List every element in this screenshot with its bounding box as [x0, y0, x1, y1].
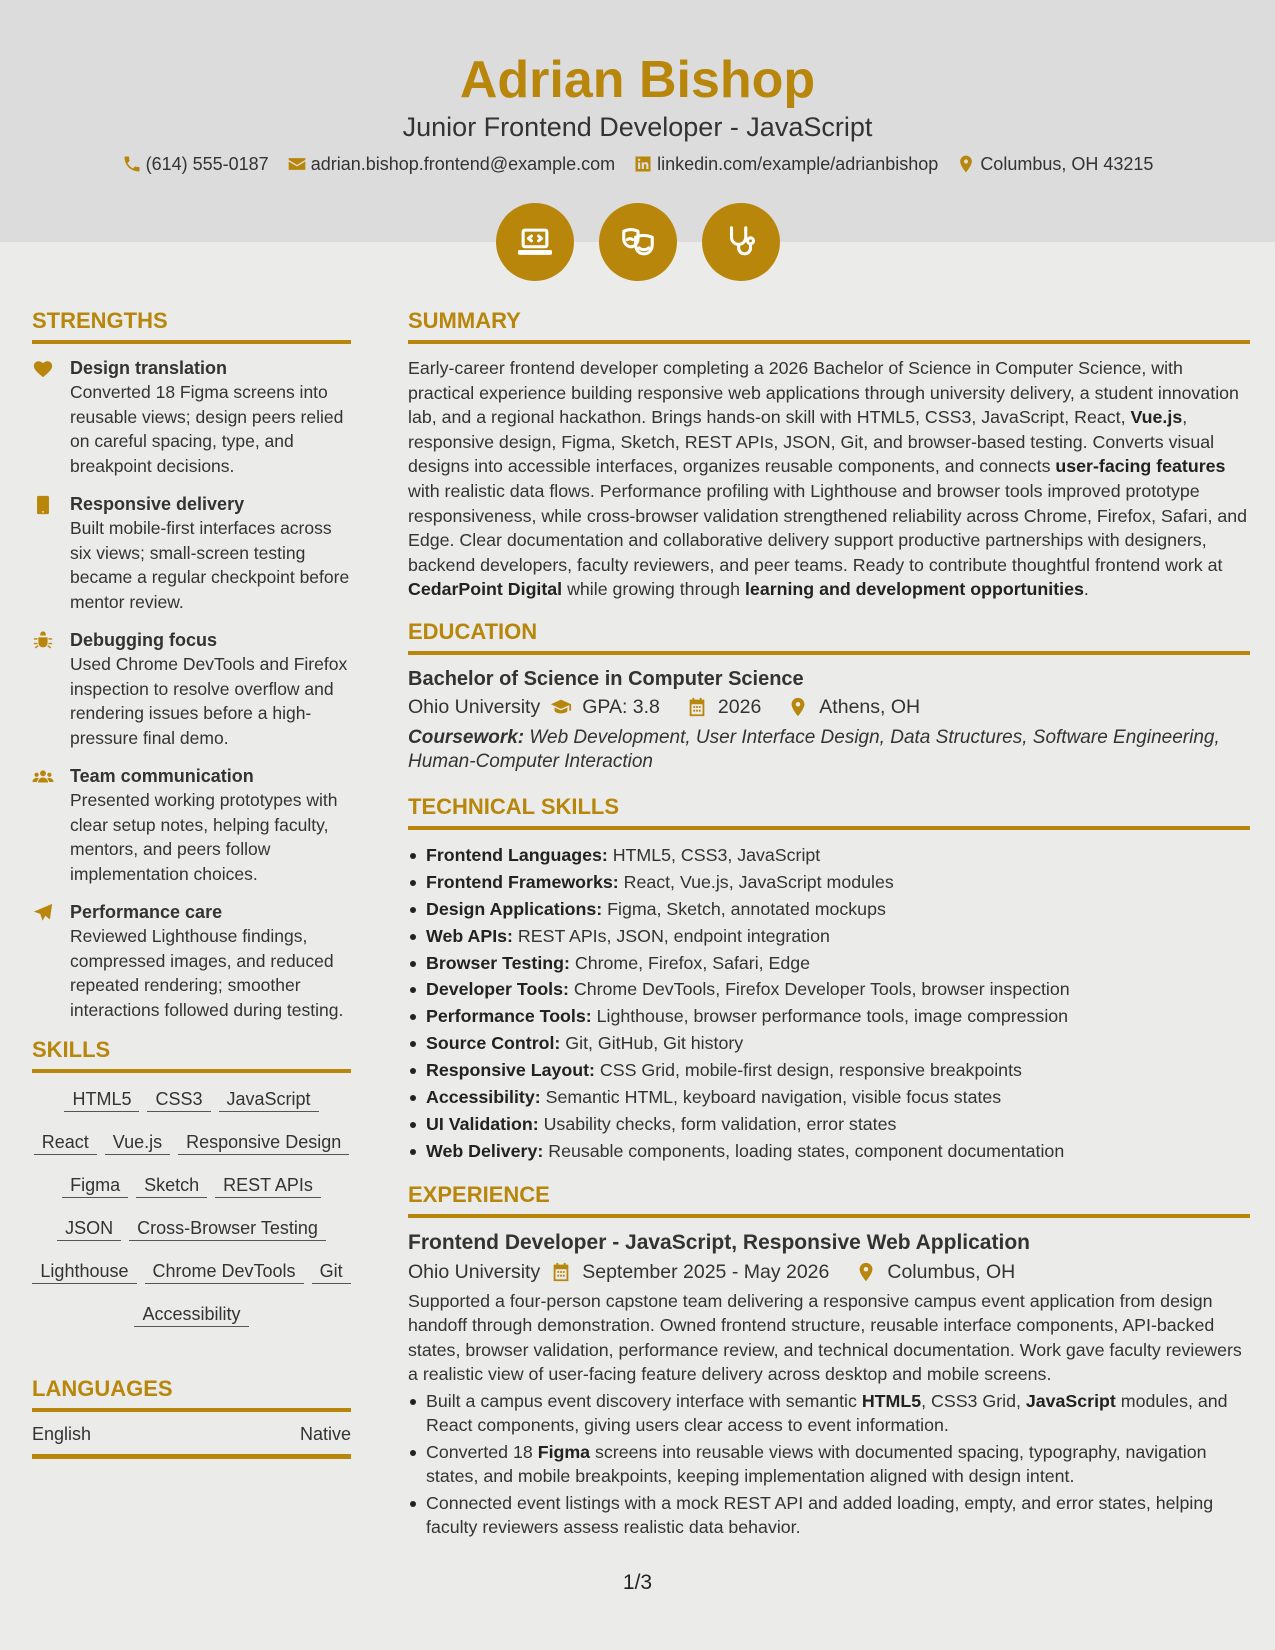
map-marker-icon	[956, 154, 976, 174]
summary-title: SUMMARY	[408, 307, 1250, 344]
skill-label: Design Applications:	[426, 898, 603, 919]
graduation-year: 2026	[717, 695, 762, 718]
experience-description: Supported a four-person capstone team delivering a responsive campus event application from design handoff through demonstration. Owned frontend structure, reusable interface components, API-backed states, browser validation, performance review, and technical documentation. Work gave faculty reviewers a realistic view of user-facing feature delivery across desktop and mobile screens.	[408, 1290, 1242, 1385]
language-level: Native	[299, 1424, 351, 1444]
experience-bullets	[408, 1389, 1250, 1540]
contact-email[interactable]	[287, 152, 615, 176]
phone-icon	[122, 154, 142, 174]
header-icon-row	[0, 203, 1275, 281]
skill-chip: Lighthouse	[32, 1259, 136, 1284]
strength-title: Design translation	[70, 358, 228, 378]
skills-title: SKILLS	[32, 1036, 351, 1073]
strength-text: Built mobile-first interfaces across six views; small-screen testing became a regular checkpoint before mentor review.	[70, 518, 350, 612]
technical-skills-title: TECHNICAL SKILLS	[408, 793, 1250, 830]
strength-item	[32, 628, 351, 750]
strength-item	[32, 764, 351, 886]
bullet-text: modules, and React components, giving users clear access to event information.	[426, 1390, 1228, 1436]
list-item	[408, 869, 1250, 896]
list-item	[408, 1084, 1250, 1111]
language-row	[32, 1412, 351, 1459]
list-item	[408, 842, 1250, 869]
experience-location: Columbus, OH	[887, 1260, 1016, 1283]
strength-text: Used Chrome DevTools and Firefox inspection to resolve overflow and rendering issues before a high-pressure final demo.	[70, 654, 348, 748]
coursework	[408, 726, 1250, 775]
bullet-text: , CSS3 Grid,	[921, 1390, 1026, 1411]
mobile-icon	[32, 494, 54, 516]
skill-label: Performance Tools:	[426, 1006, 592, 1027]
skill-label: Frontend Languages:	[426, 844, 608, 865]
strength-text: Reviewed Lighthouse findings, compressed images, and reduced repeated rendering; smoother interactions followed during testing.	[70, 926, 344, 1020]
linkedin-text: linkedin.com/example/adrianbishop	[657, 154, 939, 174]
bullet-keyword: JavaScript	[1025, 1390, 1116, 1411]
skill-label: Browser Testing:	[426, 952, 570, 973]
skill-label: Developer Tools:	[426, 979, 569, 1000]
skill-label: UI Validation:	[426, 1114, 539, 1134]
list-item	[408, 923, 1250, 950]
skill-chip: Cross-Browser Testing	[129, 1216, 326, 1241]
page-number: 1/3	[622, 1571, 653, 1594]
strength-title: Responsive delivery	[70, 494, 245, 514]
skill-value: Chrome, Firefox, Safari, Edge	[569, 952, 811, 973]
contact-location	[956, 152, 1153, 176]
strengths-title: STRENGTHS	[32, 307, 351, 344]
candidate-name: Adrian Bishop	[459, 51, 816, 109]
list-item	[408, 1111, 1250, 1138]
skill-value: Figma, Sketch, annotated mockups	[602, 898, 886, 919]
skill-label: Source Control:	[426, 1033, 561, 1054]
skill-value: Git, GitHub, Git history	[560, 1033, 744, 1054]
skill-label: Accessibility:	[426, 1087, 541, 1108]
list-item	[408, 1030, 1250, 1057]
list-item	[408, 1440, 1250, 1489]
skill-chip: Figma	[62, 1173, 128, 1198]
linkedin-icon	[633, 154, 653, 174]
list-item	[408, 1057, 1250, 1084]
skill-chip: Git	[312, 1259, 351, 1284]
phone-text: (614) 555-0187	[145, 154, 269, 174]
skill-value: Lighthouse, browser performance tools, image compression	[591, 1006, 1069, 1027]
list-item	[408, 950, 1250, 977]
summary-part: while growing through	[562, 579, 745, 600]
experience-role: Frontend Developer - JavaScript, Responsive Web Application	[408, 1230, 1030, 1254]
summary-part: .	[1083, 579, 1089, 600]
heart-icon	[32, 358, 54, 380]
skill-chip: Sketch	[136, 1173, 207, 1198]
strength-text: Converted 18 Figma screens into reusable views; design peers relied on careful spacing, type, and breakpoint decisions.	[70, 382, 344, 476]
bullet-keyword: Figma	[537, 1441, 591, 1462]
languages-title: LANGUAGES	[32, 1375, 351, 1412]
skill-value: React, Vue.js, JavaScript modules	[618, 871, 894, 892]
skill-label: Responsive Layout:	[426, 1060, 595, 1081]
skill-label: Web APIs:	[426, 925, 513, 946]
stethoscope-icon	[702, 203, 780, 281]
summary-part: Early-career frontend developer completing a 2026 Bachelor of Science in Computer Science, with practical experience building responsive web applications through university delivery, a student innovation lab, and a regional hackathon. Brings hands-on skill with HTML5, CSS3, JavaScript, React,	[408, 358, 1239, 428]
skill-chip: REST APIs	[215, 1173, 321, 1198]
paper-plane-icon	[32, 902, 54, 924]
skill-chip: Vue.js	[105, 1130, 170, 1155]
summary-bold: Vue.js	[1130, 407, 1183, 428]
skill-label: Frontend Frameworks:	[426, 871, 619, 892]
summary-bold: user-facing features	[1055, 456, 1226, 477]
list-item	[408, 1491, 1250, 1540]
skill-value: CSS Grid, mobile-first design, responsive breakpoints	[594, 1060, 1022, 1081]
skill-value: Semantic HTML, keyboard navigation, visible focus states	[540, 1087, 1002, 1108]
summary-text	[408, 356, 1250, 602]
calendar-icon	[686, 696, 708, 718]
bullet-text: Converted 18	[426, 1441, 538, 1462]
skill-value: Reusable components, loading states, component documentation	[543, 1140, 1065, 1161]
skill-value: Chrome DevTools, Firefox Developer Tools, browser inspection	[568, 979, 1070, 1000]
skills-chips	[32, 1085, 351, 1327]
list-item	[408, 1003, 1250, 1030]
skill-chip: JavaScript	[219, 1087, 319, 1112]
bullet-keyword: HTML5	[861, 1390, 922, 1411]
list-item	[408, 1138, 1250, 1165]
skill-chip: HTML5	[64, 1087, 139, 1112]
skill-chip: Accessibility	[134, 1302, 248, 1327]
skill-chip: Chrome DevTools	[145, 1259, 304, 1284]
location-text: Columbus, OH 43215	[980, 154, 1154, 174]
list-item	[408, 1389, 1250, 1438]
education-meta	[408, 692, 1250, 722]
coursework-list: Web Development, User Interface Design, Data Structures, Software Engineering, Human-Computer Interaction	[408, 726, 1220, 773]
strength-item	[32, 900, 351, 1022]
education-title: EDUCATION	[408, 618, 1250, 655]
skill-value: REST APIs, JSON, endpoint integration	[512, 925, 830, 946]
skill-label: Web Delivery:	[426, 1140, 544, 1161]
contact-linkedin[interactable]	[633, 152, 938, 176]
summary-part: with realistic data flows. Performance profiling with Lighthouse and browser tools improved prototype responsiveness, while cross-browser validation strengthened reliability across Chrome, Firefox, Safari, and Edge. Clear documentation and collaborative delivery support productive partnerships with designers, backend developers, faculty reviewers, and peer teams. Ready to contribute thoughtful frontend work at	[408, 480, 1248, 575]
skill-value: Usability checks, form validation, error states	[538, 1114, 897, 1134]
users-icon	[32, 766, 54, 788]
strength-title: Team communication	[70, 766, 254, 786]
contact-bar	[0, 152, 1275, 176]
experience-org: Ohio University	[408, 1260, 541, 1283]
summary-bold: CedarPoint Digital	[408, 579, 563, 600]
skill-chip: CSS3	[147, 1087, 210, 1112]
laptop-code-icon	[496, 203, 574, 281]
left-column	[32, 307, 351, 1459]
school: Ohio University	[408, 695, 541, 718]
summary-bold: learning and development opportunities	[744, 579, 1084, 600]
headline: Junior Frontend Developer - JavaScript	[402, 112, 873, 142]
envelope-icon	[287, 154, 307, 174]
list-item	[408, 976, 1250, 1003]
bullet-text: Connected event listings with a mock REST API and added loading, empty, and error states, helping faculty reviewers assess realistic data behavior.	[426, 1492, 1214, 1538]
skill-chip: JSON	[57, 1216, 121, 1241]
language-name: English	[32, 1424, 92, 1444]
school-location: Athens, OH	[819, 695, 921, 718]
contact-phone[interactable]	[122, 152, 269, 176]
bug-icon	[32, 630, 54, 652]
map-marker-icon	[855, 1261, 877, 1283]
calendar-icon	[550, 1261, 572, 1283]
skill-chip: React	[34, 1130, 97, 1155]
coursework-label: Coursework:	[408, 726, 525, 748]
experience-title: EXPERIENCE	[408, 1181, 1250, 1218]
bullet-text: Built a campus event discovery interface with semantic	[426, 1390, 862, 1411]
strength-item	[32, 356, 351, 478]
skill-value: HTML5, CSS3, JavaScript	[607, 844, 821, 865]
right-column	[408, 307, 1250, 1540]
technical-skills-list	[408, 842, 1250, 1165]
strength-title: Debugging focus	[70, 630, 217, 650]
bullet-text: screens into reusable views with documented spacing, typography, navigation states, and mobile breakpoints, keeping implementation aligned with design intent.	[426, 1441, 1207, 1487]
graduation-cap-icon	[550, 696, 572, 718]
skill-chip: Responsive Design	[178, 1130, 349, 1155]
strength-title: Performance care	[70, 902, 223, 922]
strength-text: Presented working prototypes with clear setup notes, helping faculty, mentors, and peers follow implementation choices.	[70, 790, 338, 884]
experience-dates: September 2025 - May 2026	[582, 1260, 830, 1283]
degree: Bachelor of Science in Computer Science	[408, 667, 804, 690]
list-item	[408, 896, 1250, 923]
experience-meta	[408, 1257, 1250, 1287]
gpa: GPA: 3.8	[582, 695, 660, 718]
map-marker-icon	[787, 696, 809, 718]
summary-part: , responsive design, Figma, Sketch, REST APIs, JSON, Git, and browser-based testing. Converts visual designs into accessible interfaces, organizes reusable components, and connects	[408, 407, 1215, 477]
strength-item	[32, 492, 351, 614]
email-text: adrian.bishop.frontend@example.com	[310, 154, 616, 174]
theater-masks-icon	[599, 203, 677, 281]
